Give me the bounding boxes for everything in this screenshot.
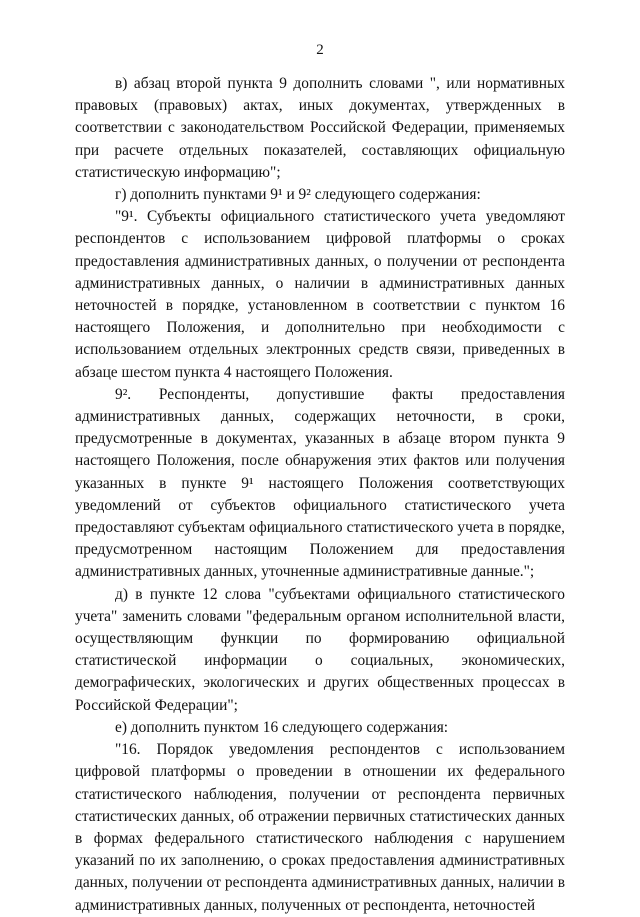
paragraph-9-2: 9². Респонденты, допустившие факты предоставления административных данных, содержащих неточности, в сроки, предусмотренные в документах, указанных в абзаце втором пункта 9 настоящего Положения, после обнаружения этих фактов или получения указанных в пункте 9¹ настоящего Положения соответствующих уведомлений от субъектов официального статистического учета предоставляют субъектам официального статистического учета в порядке, предусмотренном настоящим Положением для предоставления административных данных, уточненные административные данные.";: [75, 385, 565, 581]
paragraph-e: е) дополнить пунктом 16 следующего содержания:: [115, 718, 449, 736]
document-body: [75, 73, 565, 917]
paragraph-v: в) абзац второй пункта 9 дополнить словами ", или нормативных правовых (правовых) актах, иных документах, утвержденных в соответствии с законодательством Российской Федерации, применяемых при расчете отдельных показателей, составляющих официальную статистическую информацию";: [75, 75, 565, 181]
page-number: 2: [316, 42, 324, 58]
paragraph-d: д) в пункте 12 слова "субъектами официального статистического учета" заменить словами "федеральным органом исполнительной власти, осуществляющим функции по формированию официальной статистической информации о социальных, экономических, демографических, экологических и других общественных процессах в Российской Федерации";: [75, 585, 565, 714]
paragraph-g: г) дополнить пунктами 9¹ и 9² следующего содержания:: [115, 186, 481, 204]
paragraph-9-1: "9¹. Субъекты официального статистического учета уведомляют респондентов с использованием цифровой платформы о сроках предоставления административных данных, о получении от респондента административных данных, о наличии в административных данных неточностей в порядке, установленном в соответствии с пунктом 16 настоящего Положения, и дополнительно при необходимости с использованием отдельных электронных средств связи, приведенных в абзаце шестом пункта 4 настоящего Положения.: [75, 208, 565, 381]
paragraph-16: "16. Порядок уведомления респондентов с использованием цифровой платформы о проведении в отношении их федерального статистического наблюдения, получении от респондента первичных статистических данных, об отражении первичных статистических данных в формах федерального статистического наблюдения с нарушением указаний по их заполнению, о сроках предоставления административных данных, получении от респондента административных данных, наличии в административных данных, полученных от респондента, неточностей: [75, 741, 565, 914]
